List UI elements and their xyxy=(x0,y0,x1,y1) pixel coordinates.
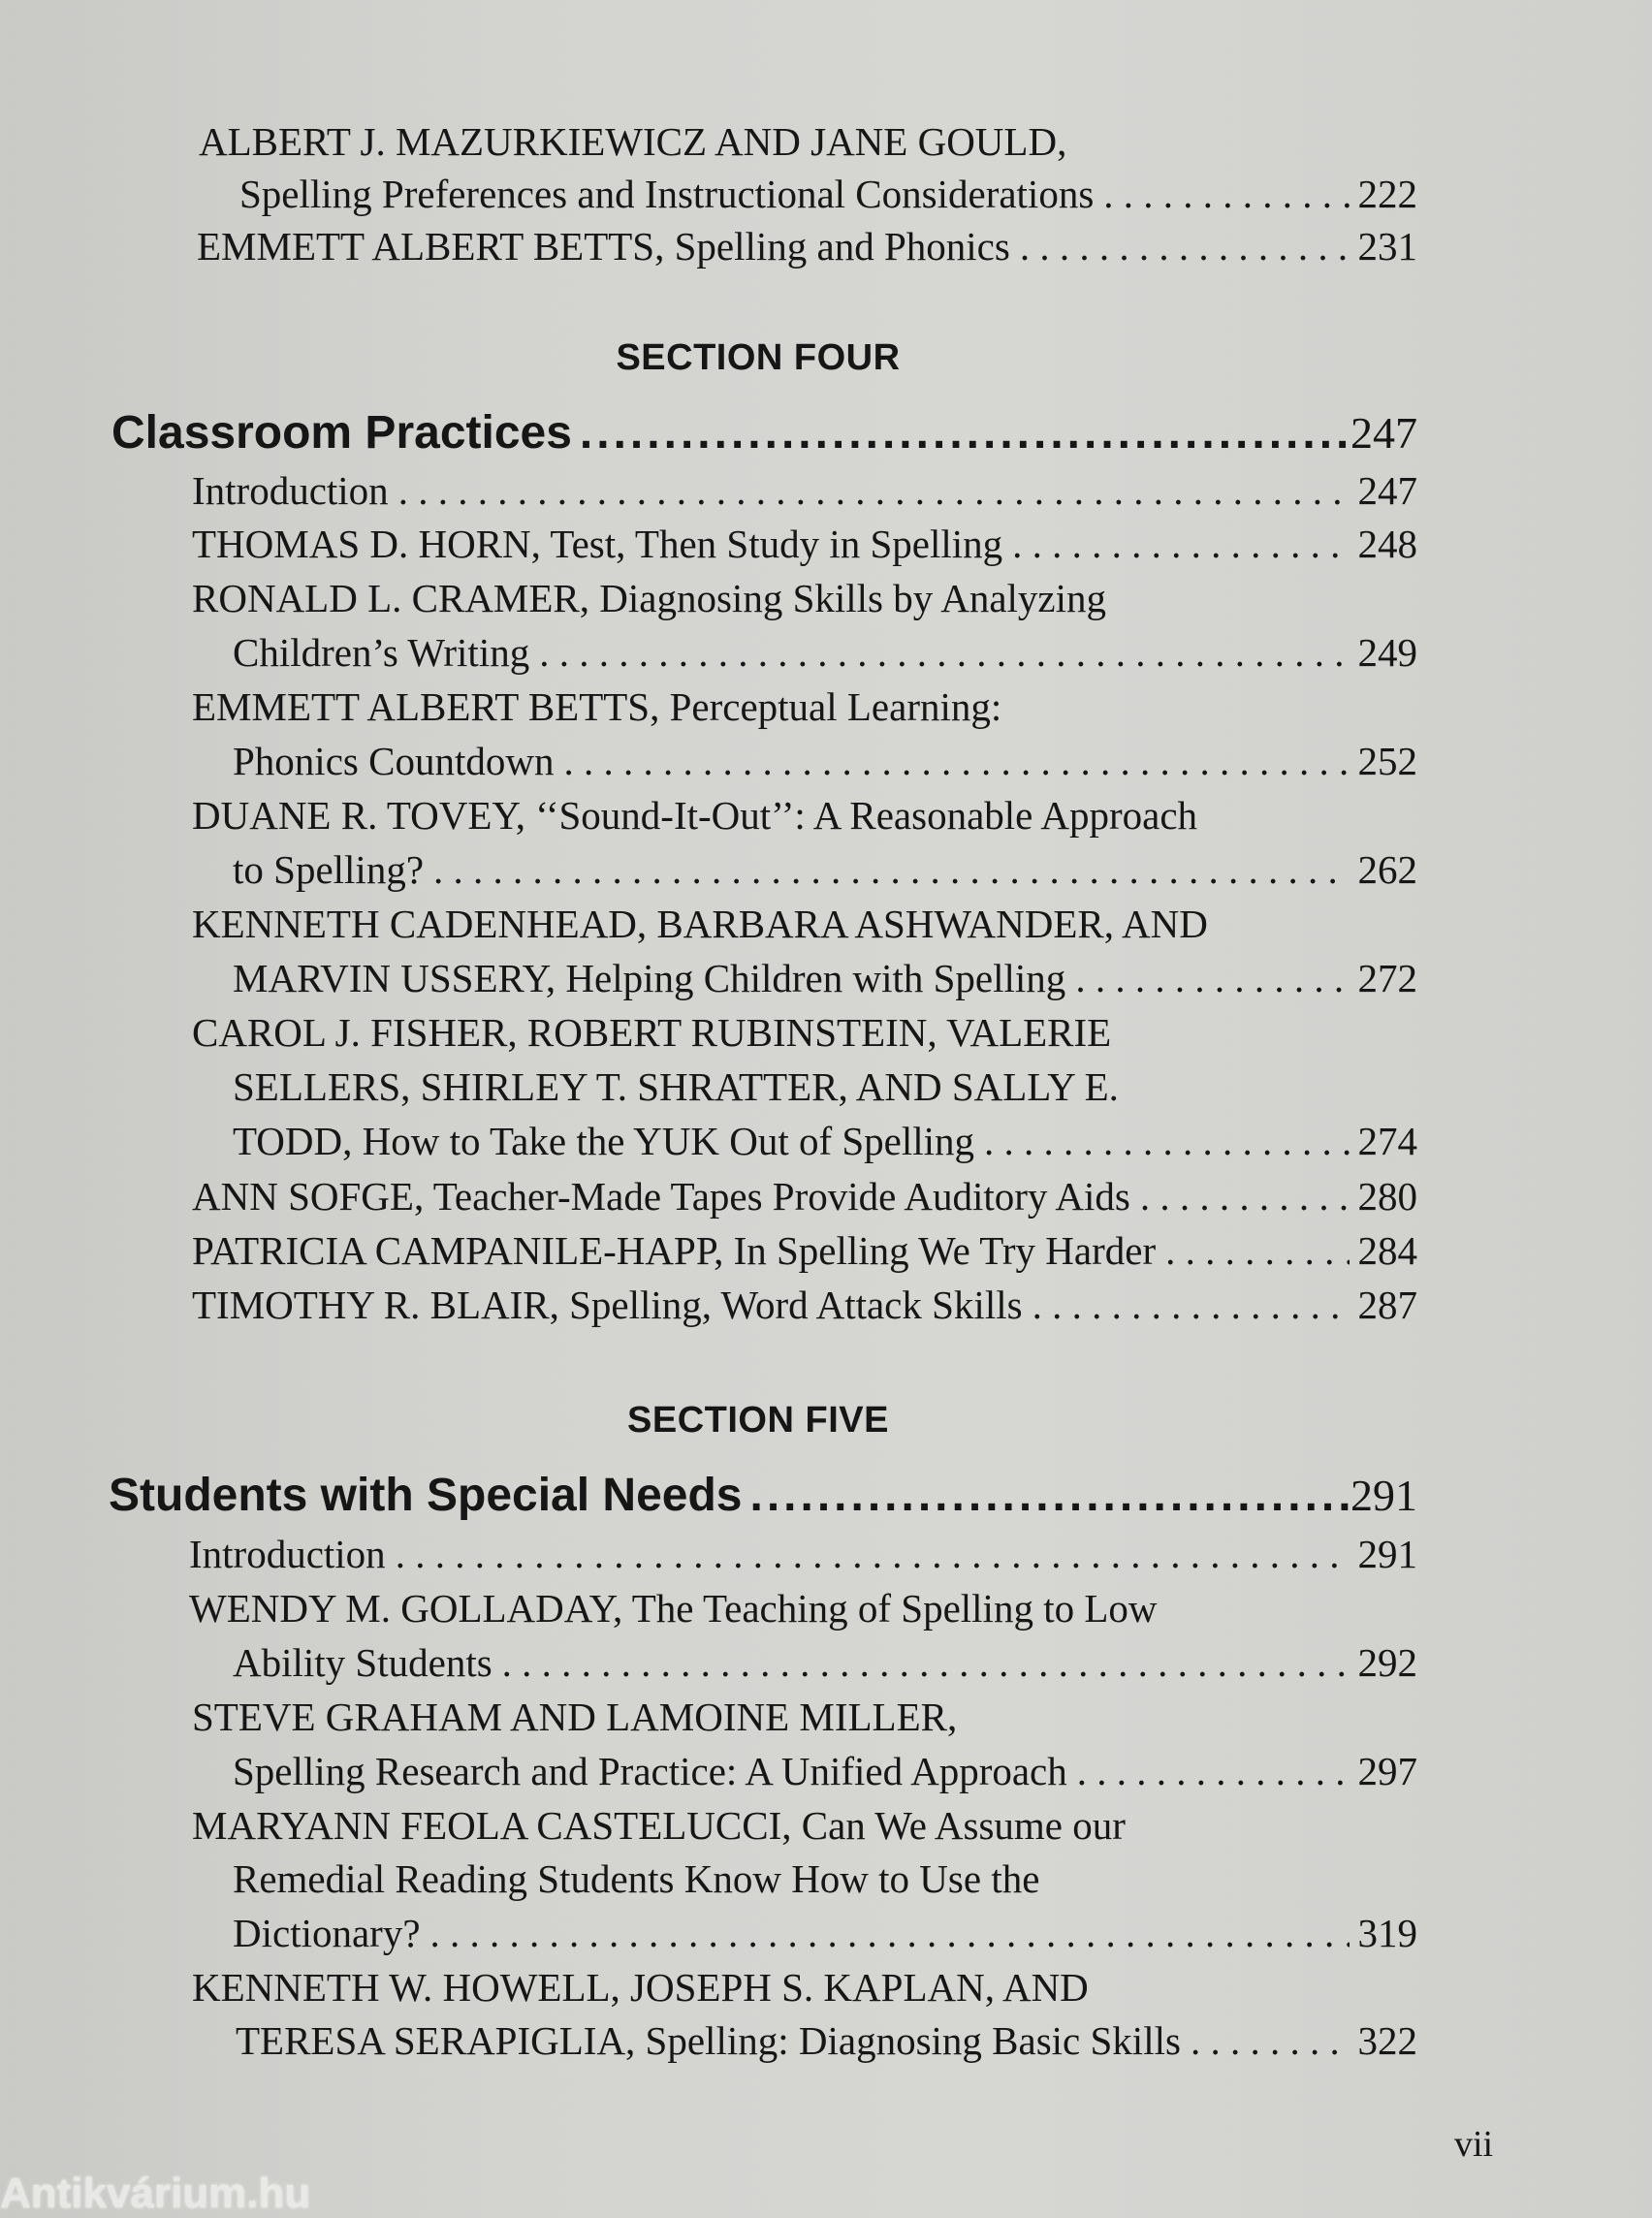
dot-leader xyxy=(1023,1278,1350,1332)
dot-leader xyxy=(572,401,1350,465)
toc-page-number: 291 xyxy=(1350,1471,1417,1520)
toc-page-number: 231 xyxy=(1357,224,1417,269)
dot-leader xyxy=(386,1527,1350,1581)
toc-entry-line xyxy=(192,571,1106,625)
toc-entry-line xyxy=(192,680,1001,734)
toc-entry-line xyxy=(192,517,1417,571)
dot-leader xyxy=(529,625,1350,680)
toc-page-number: 252 xyxy=(1357,739,1417,783)
section-title xyxy=(109,1464,1417,1528)
toc-page-number: 287 xyxy=(1357,1283,1417,1327)
toc-entry-author: KENNETH CADENHEAD, BARBARA ASHWANDER, AND xyxy=(192,902,1208,946)
toc-entry-author: KENNETH W. HOWELL, JOSEPH S. KAPLAN, AND xyxy=(192,1965,1089,2010)
toc-page-number: 262 xyxy=(1357,847,1417,892)
toc-page-number: 297 xyxy=(1357,1749,1417,1793)
toc-entry-title: Spelling Research and Practice: A Unified Approach xyxy=(233,1749,1067,1793)
toc-entry-title: TIMOTHY R. BLAIR, Spelling, Word Attack Skills xyxy=(192,1283,1023,1327)
dot-leader xyxy=(554,734,1350,788)
toc-entry-line xyxy=(192,1278,1417,1332)
toc-entry-line xyxy=(233,1852,1039,1906)
toc-entry-author: RONALD L. CRAMER, Diagnosing Skills by Analyzing xyxy=(192,576,1107,620)
toc-entry-author: SELLERS, SHIRLEY T. SHRATTER, AND SALLY E. xyxy=(233,1064,1119,1109)
toc-entry-line xyxy=(192,1169,1417,1223)
toc-entry-line xyxy=(192,463,1417,518)
toc-entry-line xyxy=(189,1527,1417,1581)
toc-entry-title: Spelling Preferences and Instructional Considerations xyxy=(239,172,1095,216)
toc-entry-author: EMMETT ALBERT BETTS, Perceptual Learning: xyxy=(192,684,1002,729)
toc-entry-line xyxy=(233,842,1417,897)
watermark: Antikvárium.hu xyxy=(0,2170,311,2217)
dot-leader xyxy=(389,463,1350,518)
toc-page-number: 291 xyxy=(1357,1532,1417,1576)
toc-entry-author: CAROL J. FISHER, ROBERT RUBINSTEIN, VALERIE xyxy=(192,1010,1112,1055)
toc-entry-title: THOMAS D. HORN, Test, Then Study in Spelling xyxy=(192,522,1003,566)
dot-leader xyxy=(424,842,1350,897)
section-title-text: Classroom Practices xyxy=(111,407,572,459)
toc-entry-line xyxy=(239,167,1417,221)
toc-entry-line xyxy=(233,1114,1417,1168)
toc-page-number: 272 xyxy=(1357,956,1417,1000)
toc-entry-line xyxy=(233,734,1417,788)
toc-entry-author: MARYANN FEOLA CASTELUCCI, Can We Assume our xyxy=(192,1803,1126,1848)
dot-leader xyxy=(974,1114,1350,1168)
section-title xyxy=(111,401,1417,465)
toc-entry-line xyxy=(236,2013,1417,2068)
toc-page-number: 284 xyxy=(1357,1228,1417,1273)
toc-page-number: 280 xyxy=(1357,1174,1417,1219)
toc-entry-author: ALBERT J. MAZURKIEWICZ AND JANE GOULD, xyxy=(199,119,1067,164)
dot-leader xyxy=(492,1635,1350,1690)
toc-entry-line xyxy=(192,897,1208,951)
toc-entry-line xyxy=(192,1223,1417,1278)
toc-entry-title: Ability Students xyxy=(233,1640,492,1685)
toc-entry-line xyxy=(233,1635,1417,1690)
section-label: SECTION FIVE xyxy=(627,1400,889,1441)
toc-entry-author: DUANE R. TOVEY, ‘‘Sound-It-Out’’: A Reasonable Approach xyxy=(192,793,1198,838)
toc-entry-line xyxy=(192,1798,1126,1853)
toc-entry-line xyxy=(233,1060,1119,1114)
toc-entry-line xyxy=(199,114,1066,169)
toc-entry-author: WENDY M. GOLLADAY, The Teaching of Spelling to Low xyxy=(189,1586,1158,1631)
dot-leader xyxy=(421,1906,1350,1960)
dot-leader xyxy=(1156,1223,1350,1278)
section-title-text: Students with Special Needs xyxy=(109,1470,743,1521)
dot-leader xyxy=(1130,1169,1350,1223)
dot-leader xyxy=(1010,219,1350,273)
toc-page-number: 292 xyxy=(1357,1640,1417,1685)
dot-leader xyxy=(742,1464,1350,1528)
toc-entry-title: Children’s Writing xyxy=(233,630,530,675)
toc-entry-line xyxy=(233,625,1417,680)
toc-entry-title: Introduction xyxy=(189,1532,386,1576)
toc-entry-line xyxy=(192,1005,1111,1060)
page-folio: vii xyxy=(1454,2124,1494,2165)
toc-page-number: 247 xyxy=(1350,408,1417,458)
toc-entry-title: EMMETT ALBERT BETTS, Spelling and Phonics xyxy=(197,224,1010,269)
toc-entry-title: TERESA SERAPIGLIA, Spelling: Diagnosing Basic Skills xyxy=(236,2018,1181,2063)
toc-entry-line xyxy=(233,951,1417,1005)
toc-entry-title: PATRICIA CAMPANILE-HAPP, In Spelling We Try Harder xyxy=(192,1228,1157,1273)
toc-page-number: 248 xyxy=(1357,522,1417,566)
toc-entry-line xyxy=(233,1906,1417,1960)
dot-leader xyxy=(1065,951,1350,1005)
toc-entry-title: to Spelling? xyxy=(233,847,425,892)
toc-page-number: 274 xyxy=(1357,1119,1417,1163)
toc-entry-author: STEVE GRAHAM AND LAMOINE MILLER, xyxy=(192,1695,958,1739)
toc-page-number: 249 xyxy=(1357,630,1417,675)
toc-entry-title: Remedial Reading Students Know How to Use the xyxy=(233,1856,1040,1901)
toc-entry-line xyxy=(192,788,1197,842)
toc-entry-title: MARVIN USSERY, Helping Children with Spelling xyxy=(233,956,1066,1000)
toc-entry-title: TODD, How to Take the YUK Out of Spelling xyxy=(233,1119,975,1163)
toc-entry-line xyxy=(192,1960,1089,2014)
dot-leader xyxy=(1002,517,1350,571)
dot-leader xyxy=(1067,1744,1350,1798)
dot-leader xyxy=(1181,2013,1350,2068)
toc-entry-title: Phonics Countdown xyxy=(233,739,555,783)
toc-page-number: 319 xyxy=(1357,1911,1417,1955)
toc-entry-title: Introduction xyxy=(192,468,389,513)
toc-entry-line xyxy=(197,219,1417,273)
toc-entry-line xyxy=(189,1581,1158,1635)
dot-leader xyxy=(1094,167,1350,221)
toc-entry-line xyxy=(233,1744,1417,1798)
section-label: SECTION FOUR xyxy=(616,337,901,378)
toc-entry-line xyxy=(192,1690,957,1744)
toc-page-number: 247 xyxy=(1357,468,1417,513)
toc-page-number: 222 xyxy=(1357,172,1417,216)
toc-entry-title: ANN SOFGE, Teacher-Made Tapes Provide Auditory Aids xyxy=(192,1174,1130,1219)
toc-entry-title: Dictionary? xyxy=(233,1911,421,1955)
toc-page-number: 322 xyxy=(1357,2018,1417,2063)
